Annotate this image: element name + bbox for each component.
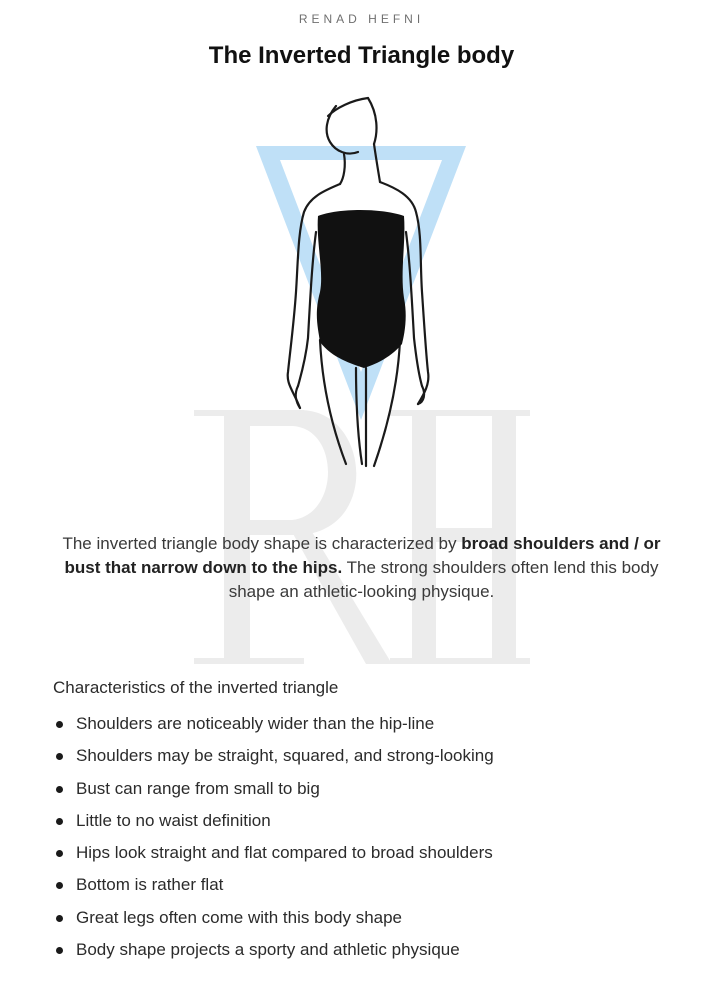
characteristics-heading: Characteristics of the inverted triangle — [53, 678, 339, 697]
list-item — [53, 837, 494, 869]
list-item — [53, 902, 494, 934]
bullet-icon — [56, 915, 63, 922]
list-item-text: Bottom is rather flat — [76, 875, 224, 895]
list-item — [53, 805, 494, 837]
bullet-icon — [56, 786, 63, 793]
bullet-icon — [56, 818, 63, 825]
brand-name: RENAD HEFNI — [298, 12, 425, 26]
list-item-text: Great legs often come with this body shape — [76, 907, 403, 927]
list-item — [53, 934, 494, 966]
intro-text-end: The strong shoulders often lend this body shape an athletic-looking physique. — [228, 558, 659, 601]
intro-highlight: broad shoulders and / or bust that narrow down to the hips. — [64, 534, 661, 577]
bullet-icon — [56, 721, 63, 728]
intro-paragraph — [48, 532, 675, 604]
list-item — [53, 869, 494, 901]
list-item-text: Bust can range from small to big — [76, 778, 320, 798]
inverted-triangle-body-illustration — [240, 92, 480, 472]
bullet-icon — [56, 947, 63, 954]
list-item-text: Shoulders are noticeably wider than the hip-line — [76, 714, 435, 733]
list-item-text: Little to no waist definition — [76, 810, 271, 830]
bullet-icon — [56, 882, 63, 889]
characteristics-list — [53, 708, 494, 966]
intro-text-start: The inverted triangle body shape is characterized by — [62, 534, 462, 553]
list-item-text: Shoulders may be straight, squared, and strong-looking — [76, 746, 494, 766]
list-item — [53, 773, 494, 805]
list-item-text: Hips look straight and flat compared to broad shoulders — [76, 843, 493, 863]
bullet-icon — [56, 850, 63, 857]
page-title: The Inverted Triangle body — [208, 42, 515, 69]
list-item — [53, 740, 494, 772]
swimsuit-silhouette — [317, 210, 406, 368]
list-item-text: Body shape projects a sporty and athletic physique — [76, 940, 460, 960]
list-item — [53, 708, 494, 740]
bullet-icon — [56, 753, 63, 760]
